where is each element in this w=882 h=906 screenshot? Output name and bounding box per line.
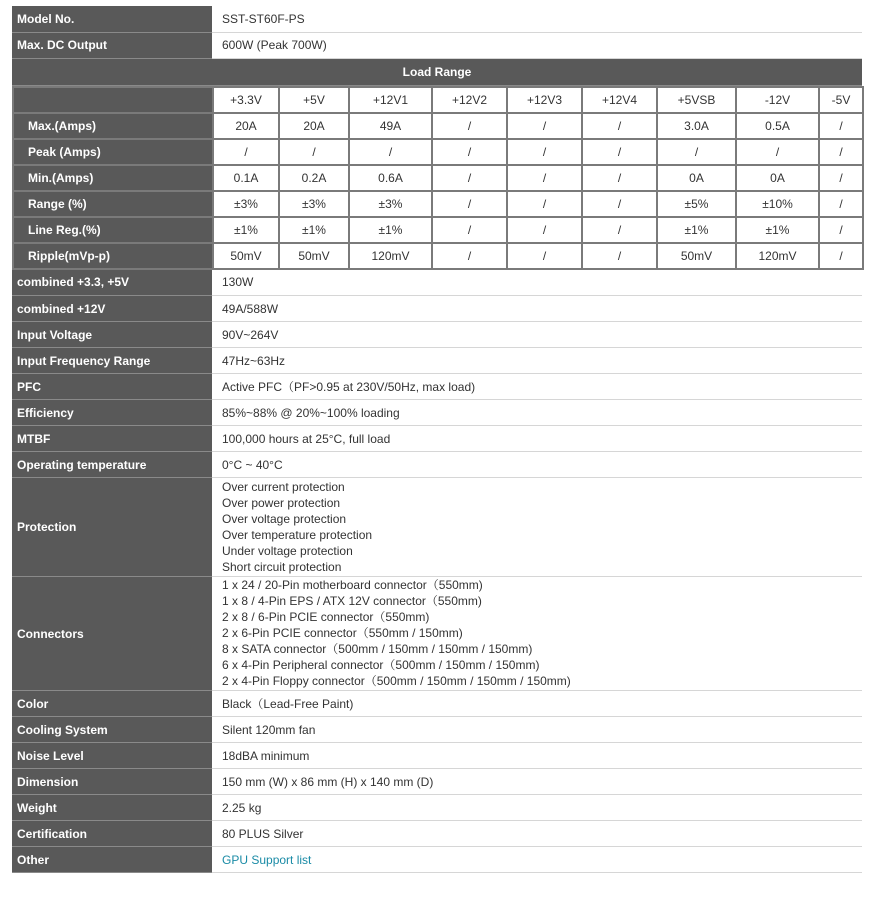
connector-item: 1 x 8 / 4-Pin EPS / ATX 12V connector（550mm) [222, 594, 482, 608]
load-cell: / [507, 165, 582, 191]
load-row-label: Peak (Amps) [13, 139, 213, 165]
load-cell: / [349, 139, 432, 165]
load-range-row-peak-amps [13, 139, 863, 165]
load-range-row-range [13, 191, 863, 217]
spec-row-other [12, 847, 862, 873]
load-cell: ±5% [657, 191, 736, 217]
spec-row-protection [12, 478, 862, 577]
rail-header: -12V [736, 87, 819, 113]
spec-row-cooling-system [12, 717, 862, 743]
load-row-label: Max.(Amps) [13, 113, 213, 139]
load-cell: ±3% [279, 191, 349, 217]
load-cell: 50mV [213, 243, 279, 269]
rail-header: +12V4 [582, 87, 657, 113]
spec-value: 49A/588W [212, 296, 862, 322]
spec-value: 47Hz~63Hz [212, 348, 862, 374]
load-cell: 49A [349, 113, 432, 139]
protection-item: Under voltage protection [222, 544, 353, 558]
load-cell: / [279, 139, 349, 165]
load-range-header-row [12, 58, 862, 85]
spec-row-input-voltage [12, 322, 862, 348]
spec-value: 100,000 hours at 25°C, full load [212, 426, 862, 452]
load-cell: ±1% [736, 217, 819, 243]
load-range-corner [13, 87, 213, 113]
connector-item: 8 x SATA connector（500mm / 150mm / 150mm / 150mm) [222, 642, 533, 656]
connector-item: 2 x 8 / 6-Pin PCIE connector（550mm) [222, 610, 430, 624]
load-cell: / [432, 165, 507, 191]
spec-label: Noise Level [12, 743, 212, 769]
rail-header: +12V1 [349, 87, 432, 113]
load-cell: / [432, 217, 507, 243]
load-cell: / [432, 243, 507, 269]
load-cell: ±1% [213, 217, 279, 243]
spec-row-model [12, 6, 862, 32]
load-cell: / [507, 191, 582, 217]
load-cell: / [507, 243, 582, 269]
load-cell: ±10% [736, 191, 819, 217]
connector-item: 1 x 24 / 20-Pin motherboard connector（550mm) [222, 578, 483, 592]
spec-row-weight [12, 795, 862, 821]
spec-label: combined +3.3, +5V [12, 270, 212, 296]
spec-value: 85%~88% @ 20%~100% loading [212, 400, 862, 426]
connectors-list [212, 577, 862, 691]
protection-item: Over voltage protection [222, 512, 347, 526]
load-cell: 0A [657, 165, 736, 191]
connector-item: 2 x 4-Pin Floppy connector（500mm / 150mm / 150mm / 150mm) [222, 674, 571, 688]
spec-value: 130W [212, 270, 862, 296]
spec-value: 18dBA minimum [212, 743, 862, 769]
rail-header: -5V [819, 87, 863, 113]
spec-row-efficiency [12, 400, 862, 426]
load-cell: / [819, 243, 863, 269]
rail-header: +3.3V [213, 87, 279, 113]
spec-value: 80 PLUS Silver [212, 821, 862, 847]
protection-item: Over power protection [222, 496, 341, 510]
load-cell: / [582, 243, 657, 269]
spec-row-noise-level [12, 743, 862, 769]
spec-label: Max. DC Output [12, 32, 212, 58]
load-cell: ±1% [279, 217, 349, 243]
spec-row-combined-12v [12, 296, 862, 322]
load-cell: / [213, 139, 279, 165]
load-row-label: Range (%) [13, 191, 213, 217]
spec-row-dimension [12, 769, 862, 795]
spec-label: combined +12V [12, 296, 212, 322]
load-cell: ±1% [657, 217, 736, 243]
spec-value: 150 mm (W) x 86 mm (H) x 140 mm (D) [212, 769, 862, 795]
load-cell: / [432, 139, 507, 165]
load-cell: 3.0A [657, 113, 736, 139]
load-cell: ±3% [213, 191, 279, 217]
load-cell: / [819, 165, 863, 191]
spec-value: 90V~264V [212, 322, 862, 348]
load-cell: 0.2A [279, 165, 349, 191]
spec-label: Other [12, 847, 212, 873]
rail-header: +12V3 [507, 87, 582, 113]
load-cell: 120mV [349, 243, 432, 269]
load-cell: / [582, 217, 657, 243]
spec-label: Certification [12, 821, 212, 847]
spec-label: Efficiency [12, 400, 212, 426]
load-cell: / [582, 113, 657, 139]
load-cell: 0A [736, 165, 819, 191]
load-cell: / [657, 139, 736, 165]
load-cell: / [736, 139, 819, 165]
load-range-row [12, 85, 862, 270]
protection-list [212, 478, 862, 577]
load-cell: ±3% [349, 191, 432, 217]
load-cell: / [819, 113, 863, 139]
load-cell: / [507, 217, 582, 243]
spec-label: Protection [12, 478, 212, 577]
load-cell: / [507, 113, 582, 139]
gpu-support-link[interactable]: GPU Support list [222, 852, 312, 867]
spec-label: Connectors [12, 577, 212, 691]
load-cell: / [582, 139, 657, 165]
load-cell: / [582, 165, 657, 191]
load-row-label: Ripple(mVp-p) [13, 243, 213, 269]
load-cell: 0.1A [213, 165, 279, 191]
load-range-table [12, 86, 864, 270]
load-range-row-line-reg [13, 217, 863, 243]
connector-item: 6 x 4-Pin Peripheral connector（500mm / 150mm / 150mm) [222, 658, 540, 672]
spec-label: Input Voltage [12, 322, 212, 348]
spec-value: Silent 120mm fan [212, 717, 862, 743]
load-cell: 0.5A [736, 113, 819, 139]
spec-row-input-frequency-range [12, 348, 862, 374]
load-cell: / [819, 139, 863, 165]
rail-header: +5VSB [657, 87, 736, 113]
connector-item: 2 x 6-Pin PCIE connector（550mm / 150mm) [222, 626, 463, 640]
spec-row-operating-temperature [12, 452, 862, 478]
spec-label: Weight [12, 795, 212, 821]
rail-header: +5V [279, 87, 349, 113]
load-range-columns [13, 87, 863, 113]
load-range-row-max-amps [13, 113, 863, 139]
load-cell: 120mV [736, 243, 819, 269]
spec-label: Operating temperature [12, 452, 212, 478]
spec-value: SST-ST60F-PS [212, 6, 862, 32]
load-cell: 0.6A [349, 165, 432, 191]
rail-header: +12V2 [432, 87, 507, 113]
spec-value: Active PFC（PF>0.95 at 230V/50Hz, max load) [212, 374, 862, 400]
load-cell: / [819, 191, 863, 217]
spec-row-pfc [12, 374, 862, 400]
load-cell: ±1% [349, 217, 432, 243]
spec-label: Color [12, 691, 212, 717]
load-cell: / [819, 217, 863, 243]
load-cell: 20A [213, 113, 279, 139]
load-cell: / [582, 191, 657, 217]
load-cell: / [507, 139, 582, 165]
load-range-row-ripple-mvp-p [13, 243, 863, 269]
protection-item: Over temperature protection [222, 528, 373, 542]
spec-value: 0°C ~ 40°C [212, 452, 862, 478]
spec-row-connectors [12, 577, 862, 691]
spec-row-certification [12, 821, 862, 847]
spec-row-mtbf [12, 426, 862, 452]
spec-value: 2.25 kg [212, 795, 862, 821]
spec-row-color [12, 691, 862, 717]
spec-label: PFC [12, 374, 212, 400]
protection-item: Over current protection [222, 480, 345, 494]
load-cell: 50mV [279, 243, 349, 269]
load-cell: 50mV [657, 243, 736, 269]
load-range-row-min-amps [13, 165, 863, 191]
spec-table [12, 6, 862, 873]
load-row-label: Line Reg.(%) [13, 217, 213, 243]
spec-label: Input Frequency Range [12, 348, 212, 374]
protection-item: Short circuit protection [222, 560, 342, 574]
load-cell: / [432, 113, 507, 139]
load-row-label: Min.(Amps) [13, 165, 213, 191]
spec-label: MTBF [12, 426, 212, 452]
spec-row-combined-3-3-5v [12, 270, 862, 296]
spec-value: Black（Lead-Free Paint) [212, 691, 862, 717]
spec-label: Model No. [12, 6, 212, 32]
spec-value: 600W (Peak 700W) [212, 32, 862, 58]
load-cell: / [432, 191, 507, 217]
load-cell: 20A [279, 113, 349, 139]
spec-label: Dimension [12, 769, 212, 795]
spec-row-max-dc-output [12, 32, 862, 58]
spec-label: Cooling System [12, 717, 212, 743]
load-range-title: Load Range [12, 58, 862, 85]
